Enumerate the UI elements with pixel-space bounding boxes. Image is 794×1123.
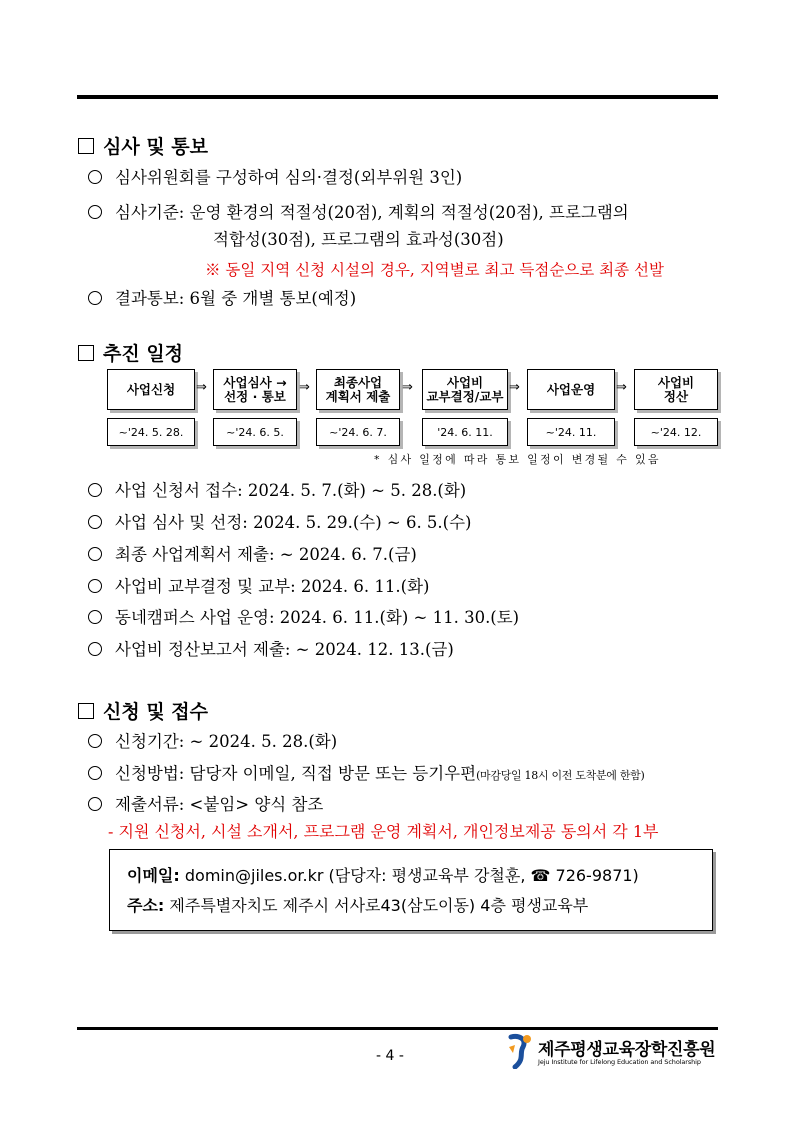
double-arrow-icon: ⇒ xyxy=(196,380,207,395)
double-arrow-icon: ⇒ xyxy=(299,380,310,395)
contact-address: 주소: 제주특별자치도 제주시 서사로43(삼도이동) 4층 평생교육부 xyxy=(127,896,589,915)
circle-bullet-icon xyxy=(88,797,102,811)
page-number: - 4 - xyxy=(376,1048,404,1064)
schedule-step-operation: 사업운영 xyxy=(527,369,615,410)
schedule-step-review: 사업심사 → 선정 · 통보 xyxy=(213,369,297,410)
checkbox-square-icon xyxy=(78,138,94,154)
bullet-schedule-3: 최종 사업계획서 제출: ~ 2024. 6. 7.(금) xyxy=(88,544,417,566)
org-logo-mark-icon xyxy=(505,1033,535,1069)
bullet-result-notice: 결과통보: 6월 중 개별 통보(예정) xyxy=(88,288,356,310)
section-heading-application: 신청 및 접수 xyxy=(78,700,208,724)
bottom-rule xyxy=(77,1027,718,1030)
bullet-application-period: 신청기간: ~ 2024. 5. 28.(화) xyxy=(88,731,337,753)
schedule-date-operation: ~'24. 11. xyxy=(527,418,615,446)
bullet-schedule-6: 사업비 정산보고서 제출: ~ 2024. 12. 13.(금) xyxy=(88,639,454,661)
circle-bullet-icon xyxy=(88,205,102,219)
circle-bullet-icon xyxy=(88,766,102,780)
top-rule xyxy=(77,95,718,99)
section-heading-schedule: 추진 일정 xyxy=(78,342,183,366)
bullet-schedule-1: 사업 신청서 접수: 2024. 5. 7.(화) ~ 5. 28.(화) xyxy=(88,480,466,502)
checkbox-square-icon xyxy=(78,703,94,719)
circle-bullet-icon xyxy=(88,483,102,497)
section-heading-review: 심사 및 통보 xyxy=(78,135,208,159)
double-arrow-icon: ⇒ xyxy=(616,380,627,395)
circle-bullet-icon xyxy=(88,579,102,593)
contact-email-value: domin@jiles.or.kr (담당자: 평생교육부 강철훈, ☎ 726-9871) xyxy=(184,866,639,885)
double-arrow-icon: ⇒ xyxy=(509,380,520,395)
circle-bullet-icon xyxy=(88,291,102,305)
double-arrow-icon: ⇒ xyxy=(402,380,413,395)
application-documents-detail: - 지원 신청서, 시설 소개서, 프로그램 운영 계획서, 개인정보제공 동의서 각 1부 xyxy=(108,822,659,841)
circle-bullet-icon xyxy=(88,734,102,748)
schedule-date-final-plan: ~'24. 6. 7. xyxy=(316,418,400,446)
contact-box xyxy=(109,849,713,931)
schedule-step-grant: 사업비 교부결정/교부 xyxy=(422,369,508,410)
circle-bullet-icon xyxy=(88,610,102,624)
circle-bullet-icon xyxy=(88,642,102,656)
bullet-application-method: 신청방법: 담당자 이메일, 직접 방문 또는 등기우편(마감당일 18시 이전 도착분에 한함) xyxy=(88,763,644,787)
circle-bullet-icon xyxy=(88,515,102,529)
schedule-step-settlement: 사업비 정산 xyxy=(634,369,718,410)
review-criteria-continued: 적합성(30점), 프로그램의 효과성(30점) xyxy=(213,230,504,249)
bullet-review-criteria: 심사기준: 운영 환경의 적절성(20점), 계획의 적절성(20점), 프로그램의 xyxy=(88,202,629,224)
schedule-change-note: * 심사 일정에 따라 통보 일정이 변경될 수 있음 xyxy=(374,453,661,466)
schedule-step-final-plan: 최종사업 계획서 제출 xyxy=(316,369,400,410)
checkbox-square-icon xyxy=(78,345,94,361)
circle-bullet-icon xyxy=(88,547,102,561)
bullet-schedule-2: 사업 심사 및 선정: 2024. 5. 29.(수) ~ 6. 5.(수) xyxy=(88,512,472,534)
review-selection-note: ※ 동일 지역 신청 시설의 경우, 지역별로 최고 득점순으로 최종 선발 xyxy=(205,261,664,279)
schedule-step-application: 사업신청 xyxy=(107,369,195,410)
org-name-english: Jeju Institute for Lifelong Education and Scholarship xyxy=(538,1058,701,1066)
contact-address-value: 제주특별자치도 제주시 서사로43(삼도이동) 4층 평생교육부 xyxy=(169,896,589,915)
application-method-note: (마감당일 18시 이전 도착분에 한함) xyxy=(476,769,645,782)
bullet-schedule-4: 사업비 교부결정 및 교부: 2024. 6. 11.(화) xyxy=(88,576,429,598)
bullet-schedule-5: 동네캠퍼스 사업 운영: 2024. 6. 11.(화) ~ 11. 30.(토) xyxy=(88,607,519,629)
org-logo xyxy=(505,1033,720,1071)
schedule-date-application: ~'24. 5. 28. xyxy=(107,418,195,446)
bullet-application-documents: 제출서류: <붙임> 양식 참조 xyxy=(88,794,323,816)
schedule-date-review: ~'24. 6. 5. xyxy=(213,418,297,446)
schedule-date-grant: '24. 6. 11. xyxy=(422,418,508,446)
circle-bullet-icon xyxy=(88,170,102,184)
org-name: 제주평생교육장학진흥원 xyxy=(538,1040,716,1060)
schedule-date-settlement: ~'24. 12. xyxy=(634,418,718,446)
contact-email: 이메일: domin@jiles.or.kr (담당자: 평생교육부 강철훈, ☎ 726-9871) xyxy=(127,866,639,885)
bullet-review-committee: 심사위원회를 구성하여 심의·결정(외부위원 3인) xyxy=(88,167,462,189)
